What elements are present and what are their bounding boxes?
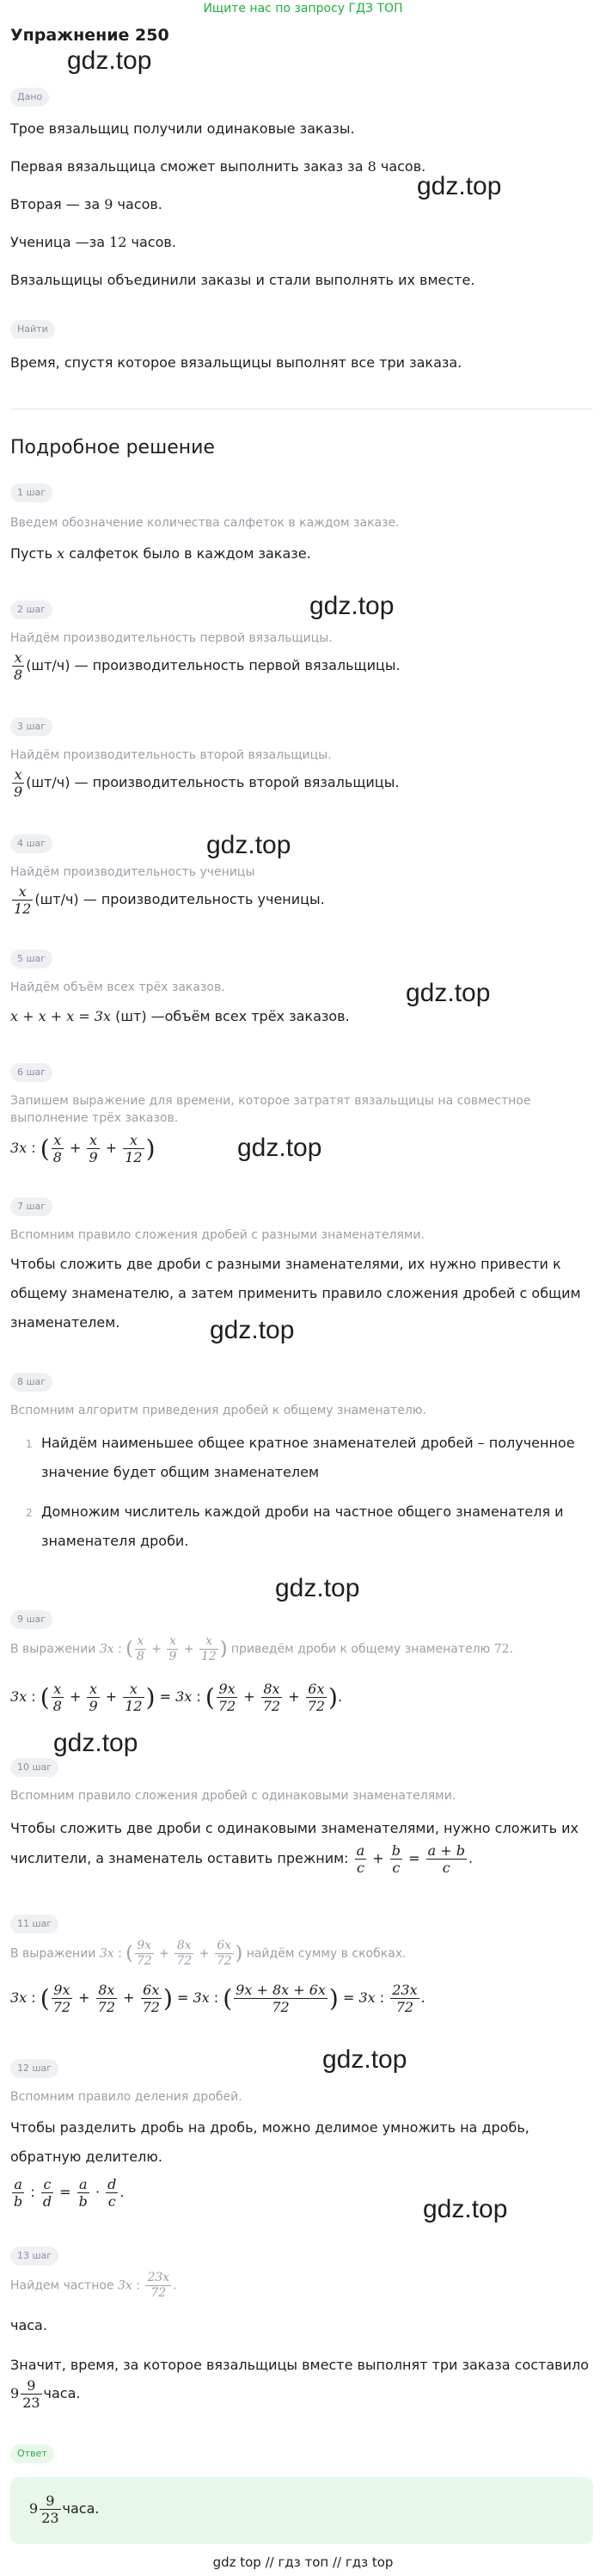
solution-heading: Подробное решение [10, 437, 215, 458]
step-hint: Введем обозначение количества салфеток в каждом заказе. [10, 516, 400, 530]
step-text: Значит, время, за которое вязальщицы вместе выполнят три заказа составило [10, 2357, 590, 2373]
step-text: x + x + x = 3x (шт) —объём всех трёх заказов. [10, 1008, 350, 1024]
footer-links[interactable]: gdz top // гдз топ // гдз top [212, 2554, 394, 2570]
answer-tag: Ответ [10, 2444, 54, 2463]
step-hint: Вспомним правило сложения дробей с одинаковыми знаменателями. [10, 1789, 456, 1803]
step-text: $\frac{x}{9}$ (шт/ч) — производительность второй вязальщицы. [14, 766, 400, 801]
answer-box [10, 2477, 593, 2544]
step-tag: 7 шаг [10, 1197, 52, 1216]
given-line: Вязальщицы объединили заказы и стали выполнять их вместе. [10, 272, 475, 288]
watermark: gdz.top [322, 2045, 407, 2074]
step-text: часа. [10, 2317, 47, 2333]
step-hint: В выражении 3x : ( $\frac{9x}{72}$ + $\frac{8x}{72}$ + $\frac{6x}{72}$ ) найдём сумму в скобках. [10, 1939, 407, 1968]
formula: 3x : ( $\frac{9x}{72}$ + $\frac{8x}{72}$ + $\frac{6x}{72}$ ) = 3x : ( $\frac{9x + 8x + 6x}{72}$ ) = 3x : $\frac{23x}{72}$ . [10, 1982, 425, 2016]
list-number: 2 [26, 1507, 33, 1519]
watermark: gdz.top [309, 592, 395, 620]
step-hint: В выражении 3x : ( $\frac{x}{8}$ + $\frac{x}{9}$ + $\frac{x}{12}$ ) приведём дроби к общему знаменателю 72. [10, 1634, 514, 1663]
step-text: общему знаменателю, а затем применить правило сложения дробей с общим [10, 1285, 581, 1301]
step-tag: 6 шаг [10, 1063, 52, 1082]
step-hint: Запишем выражение для времени, которое затратят вязальщицы на совместное [10, 1094, 531, 1108]
formula: 3x : ( $\frac{x}{8}$ + $\frac{x}{9}$ + $\frac{x}{12}$ ) = 3x : ( $\frac{9x}{72}$ + $\frac{8x}{72}$ + $\frac{6x}{72}$ ). [10, 1681, 343, 1715]
step-tag: 3 шаг [10, 717, 52, 736]
step-text: Пусть x салфеток было в каждом заказе. [10, 545, 311, 562]
given-line: Трое вязальщиц получили одинаковые заказы. [10, 120, 355, 137]
step-text: обратную делителю. [10, 2149, 162, 2165]
step-hint: выполнение трёх заказов. [10, 1111, 179, 1125]
step-hint: Вспомним правило деления дробей. [10, 2090, 242, 2104]
formula: $\frac{a}{b}$ : $\frac{c}{d}$ = $\frac{a}{b}$ · $\frac{d}{c}$ . [14, 2176, 125, 2210]
step-hint: Найдём производительность второй вязальщицы. [10, 748, 332, 762]
answer-value: 9 $\frac{9}{23}$ часа. [29, 2493, 100, 2527]
step-tag: 10 шаг [10, 1758, 58, 1777]
given-line: Вторая — за 9 часов. [10, 196, 162, 212]
step-tag: 9 шаг [10, 1610, 52, 1629]
watermark: gdz.top [417, 172, 502, 200]
watermark: gdz.top [53, 1729, 138, 1757]
watermark: gdz.top [210, 1316, 295, 1344]
step-text: Чтобы разделить дробь на дробь, можно делимое умножить на дробь, [10, 2119, 529, 2136]
step-tag: 4 шаг [10, 834, 52, 853]
list-item: Домножим числитель каждой дроби на частное общего знаменателя и [41, 1503, 564, 1520]
step-hint: Найдем частное 3x : $\frac{23x}{72}$ . [10, 2271, 177, 2300]
given-line: Ученица —за 12 часов. [10, 234, 176, 250]
watermark: gdz.top [406, 979, 491, 1007]
watermark: gdz.top [206, 831, 291, 859]
step-tag: 11 шаг [10, 1915, 58, 1934]
step-text: $\frac{x}{8}$ (шт/ч) — производительность первой вязальщицы. [14, 649, 401, 684]
list-number: 1 [26, 1438, 33, 1450]
step-hint: Найдём производительность первой вязальщицы. [10, 631, 333, 645]
step-tag: 2 шаг [10, 600, 52, 619]
step-tag: 1 шаг [10, 483, 52, 502]
list-item: знаменателя дроби. [41, 1533, 189, 1549]
step-tag: 8 шаг [10, 1373, 52, 1392]
watermark: gdz.top [237, 1134, 322, 1162]
step-text: Чтобы сложить две дроби с разными знаменателями, их нужно привести к [10, 1256, 561, 1272]
list-item: Найдём наименьшее общее кратное знаменателей дробей – полученное [41, 1435, 575, 1451]
step-result: 9 $\frac{9}{23}$ часа. [10, 2377, 81, 2412]
formula: 3x : ( $\frac{x}{8}$ + $\frac{x}{9}$ + $\frac{x}{12}$ ) [10, 1132, 156, 1166]
step-tag: 13 шаг [10, 2247, 58, 2266]
find-tag: Найти [10, 320, 55, 339]
step-hint: Найдём объём всех трёх заказов. [10, 981, 225, 994]
given-line: Первая вязальщица сможет выполнить заказ за 8 часов. [10, 158, 426, 175]
promo-banner[interactable]: Ищите нас по запросу ГДЗ ТОП [203, 2, 403, 15]
find-line: Время, спустя которое вязальщицы выполнят все три заказа. [10, 354, 462, 371]
step-text: числители, а знаменатель оставить прежним: $\frac{a}{c}$ + $\frac{b}{c}$ = $\frac{a + b}{c}$ . [10, 1842, 474, 1877]
step-tag: 12 шаг [10, 2059, 58, 2078]
watermark: gdz.top [423, 2195, 508, 2223]
step-text: $\frac{x}{12}$ (шт/ч) — производительность ученицы. [14, 883, 325, 918]
step-text: Чтобы сложить две дроби с одинаковыми знаменателями, нужно сложить их [10, 1820, 578, 1836]
step-text: знаменателем. [10, 1314, 120, 1331]
step-hint: Вспомним правило сложения дробей с разными знаменателями. [10, 1228, 425, 1242]
step-hint: Найдём производительность ученицы [10, 865, 255, 879]
list-item: значение будет общим знаменателем [41, 1464, 320, 1480]
watermark: gdz.top [275, 1574, 360, 1602]
given-tag: Дано [10, 88, 49, 107]
step-tag: 5 шаг [10, 950, 52, 968]
step-hint: Вспомним алгоритм приведения дробей к общему знаменателю. [10, 1404, 427, 1417]
page-title: Упражнение 250 [10, 26, 169, 45]
watermark: gdz.top [67, 46, 152, 75]
